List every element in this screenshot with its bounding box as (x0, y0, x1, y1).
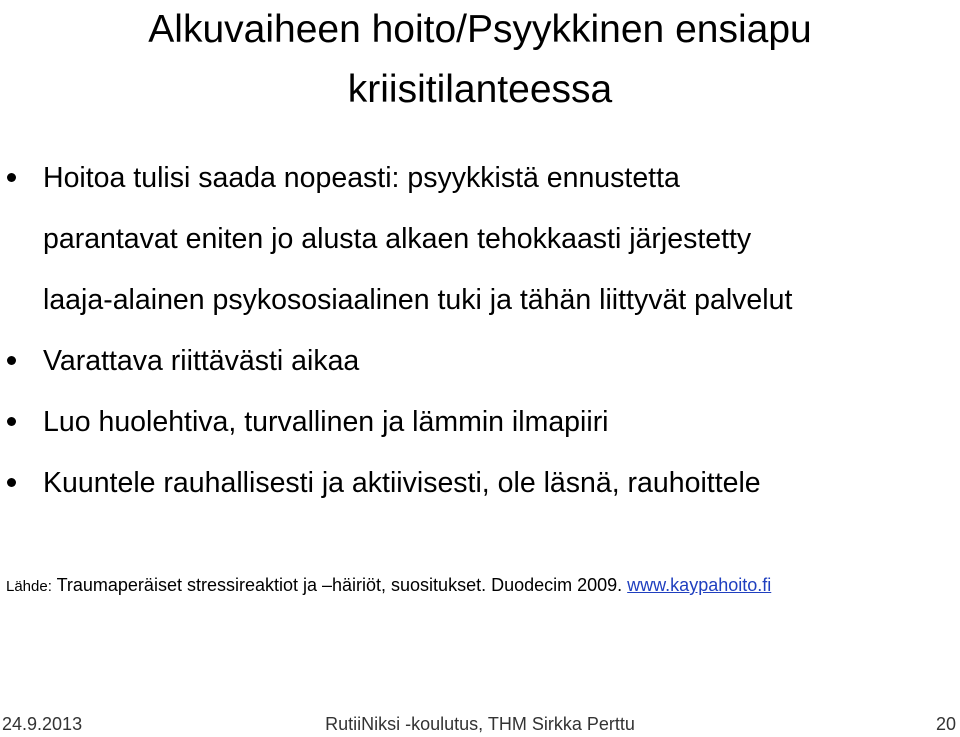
bullet-dot-icon (7, 173, 16, 182)
bullet-text-line: Hoitoa tulisi saada nopeasti: psyykkistä ennustetta (43, 162, 680, 194)
source-text: Traumaperäiset stressireaktiot ja –häiriöt, suositukset. Duodecim 2009. (51, 575, 628, 595)
bullet-text-line: parantavat eniten jo alusta alkaen tehokkaasti järjestetty (43, 223, 752, 255)
slide-title (60, 0, 900, 120)
bullet-text-line: Varattava riittävästi aikaa (43, 345, 360, 377)
bullet-dot-icon (7, 417, 16, 426)
slide-footer (0, 712, 960, 737)
slide-title-line-2: kriisitilanteessa (347, 68, 613, 111)
footer-page-number: 20 (935, 714, 956, 734)
bullet-dot-icon (7, 478, 16, 487)
source-label: Lähde: (6, 578, 52, 595)
footer-presentation-info: RutiiNiksi -koulutus, THM Sirkka Perttu (325, 714, 635, 734)
footer-date: 24.9.2013 (2, 714, 83, 734)
bullet-item (0, 331, 960, 392)
bullet-item (0, 453, 960, 514)
bullet-text-line: laaja-alainen psykososiaalinen tuki ja tähän liittyvät palvelut (43, 284, 793, 316)
bullet-dot-icon (7, 356, 16, 365)
slide-title-line-1: Alkuvaiheen hoito/Psyykkinen ensiapu (148, 8, 812, 51)
bullet-text-line: Luo huolehtiva, turvallinen ja lämmin ilmapiiri (43, 406, 609, 438)
source-link[interactable]: www.kaypahoito.fi (627, 575, 772, 595)
bullet-item (0, 148, 960, 331)
source-citation (6, 572, 771, 600)
bullet-text-line: Kuuntele rauhallisesti ja aktiivisesti, ole läsnä, rauhoittele (43, 467, 761, 499)
bullet-list (0, 148, 960, 514)
bullet-item (0, 392, 960, 453)
